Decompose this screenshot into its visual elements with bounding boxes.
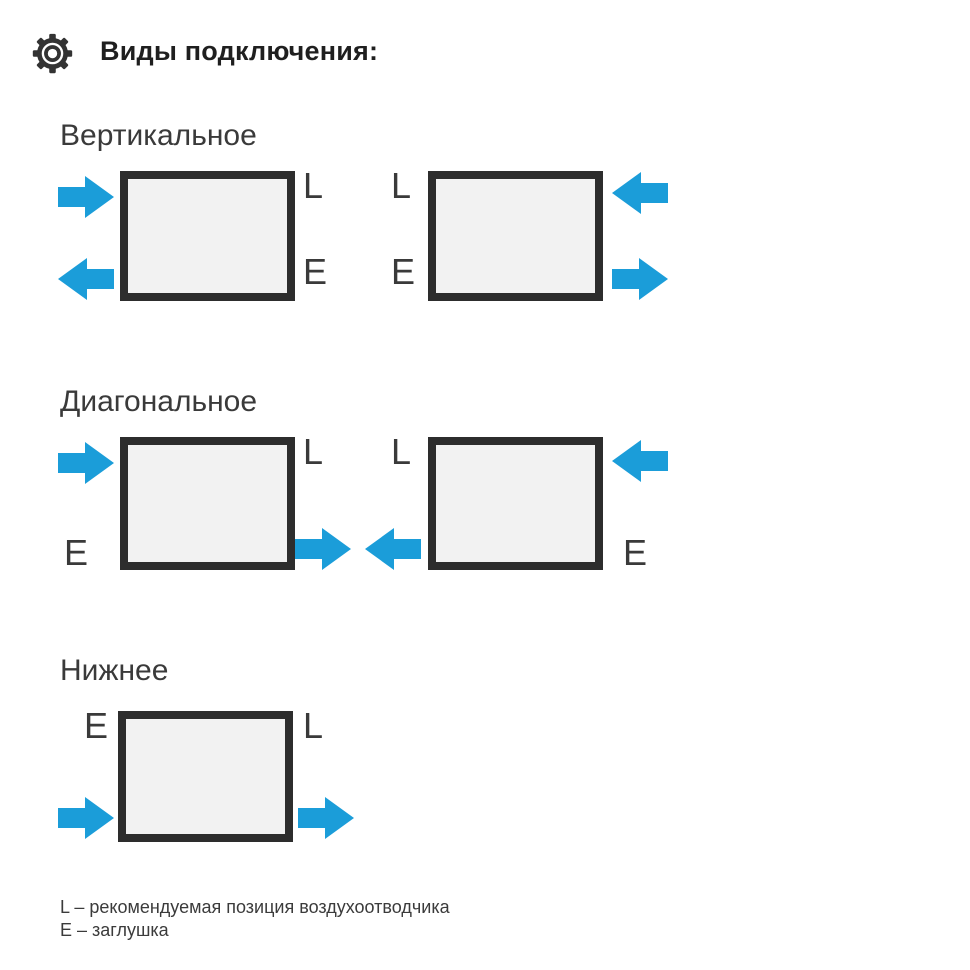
page-title: Виды подключения:	[100, 36, 379, 66]
legend-line-plug: E – заглушка	[60, 920, 169, 940]
flow-out-arrow-icon	[612, 258, 668, 300]
flow-in-arrow-icon	[58, 797, 114, 839]
radiator-box	[428, 171, 603, 301]
legend-line-air-vent: L – рекомендуемая позиция воздухоотводчика	[60, 897, 450, 917]
section-title-bottom: Нижнее	[60, 654, 169, 687]
gear-icon	[30, 31, 75, 76]
flow-out-arrow-icon	[298, 797, 354, 839]
flow-out-arrow-icon	[365, 528, 421, 570]
port-label-air-vent: L	[303, 705, 324, 746]
port-label-air-vent: L	[303, 165, 324, 206]
flow-in-arrow-icon	[58, 442, 114, 484]
port-label-plug: E	[623, 532, 648, 573]
port-label-plug: E	[303, 251, 328, 292]
port-label-plug: E	[391, 251, 416, 292]
port-label-air-vent: L	[391, 165, 412, 206]
flow-in-arrow-icon	[612, 172, 668, 214]
port-label-air-vent: L	[391, 431, 412, 472]
section-title-vertical: Вертикальное	[60, 119, 257, 152]
flow-in-arrow-icon	[612, 440, 668, 482]
radiator-box	[118, 711, 293, 842]
flow-out-arrow-icon	[295, 528, 351, 570]
section-title-diagonal: Диагональное	[60, 385, 258, 418]
legend	[60, 896, 450, 942]
radiator-box	[428, 437, 603, 570]
port-label-air-vent: L	[303, 431, 324, 472]
flow-in-arrow-icon	[58, 176, 114, 218]
port-label-plug: E	[84, 705, 109, 746]
port-label-plug: E	[64, 532, 89, 573]
flow-out-arrow-icon	[58, 258, 114, 300]
radiator-box	[120, 171, 295, 301]
radiator-box	[120, 437, 295, 570]
